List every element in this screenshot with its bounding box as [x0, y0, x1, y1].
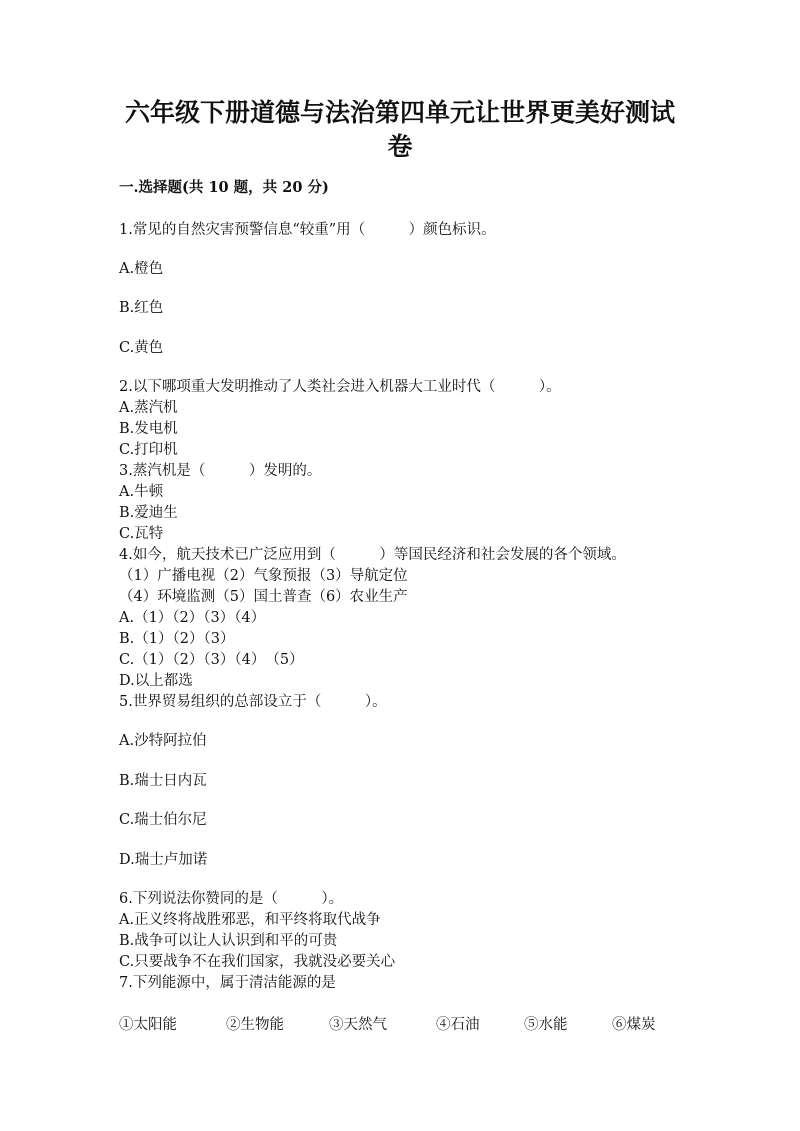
- question-5-option-b: B.瑞士日内瓦: [119, 773, 207, 789]
- question-1-option-b: B.红色: [119, 300, 164, 316]
- question-4-stem: 4.如今，航天技术已广泛应用到（ ）等国民经济和社会发展的各个领域。: [119, 547, 626, 563]
- question-6-option-c: C.只要战争不在我们国家，我就没必要关心: [119, 954, 396, 970]
- question-4-items-line-2: （4）环境监测（5）国土普查（6）农业生产: [119, 589, 408, 605]
- question-5-stem: 5.世界贸易组织的总部设立于（ ）。: [119, 694, 387, 710]
- title-line-2: 卷: [387, 132, 413, 161]
- question-7-option-4: ④石油: [436, 1017, 480, 1033]
- question-2-option-b: B.发电机: [119, 421, 178, 437]
- question-7-option-1: ①太阳能: [119, 1017, 177, 1033]
- question-5-option-a: A.沙特阿拉伯: [119, 733, 207, 749]
- question-7-option-6: ⑥煤炭: [612, 1017, 656, 1033]
- question-3-stem: 3.蒸汽机是（ ）发明的。: [119, 463, 322, 479]
- question-3-option-c: C.瓦特: [119, 526, 164, 542]
- page-title: [100, 96, 700, 164]
- question-6-option-b: B.战争可以让人认识到和平的可贵: [119, 933, 338, 949]
- question-1-option-c: C.黄色: [119, 340, 164, 356]
- section-heading: 一.选择题(共 10 题，共 20 分): [119, 179, 329, 196]
- question-7-option-3: ③天然气: [329, 1017, 387, 1033]
- title-line-1: 六年级下册道德与法治第四单元让世界更美好测试: [124, 98, 675, 127]
- question-5-option-c: C.瑞士伯尔尼: [119, 812, 207, 828]
- question-5-option-d: D.瑞士卢加诺: [119, 852, 208, 868]
- question-4-option-b: B.（1）（2）（3）: [119, 631, 235, 647]
- question-2-option-c: C.打印机: [119, 442, 178, 458]
- question-3-option-a: A.牛顿: [119, 484, 164, 500]
- question-4-option-c: C.（1）（2）（3）（4） （5）: [119, 652, 304, 668]
- question-3-option-b: B.爱迪生: [119, 505, 178, 521]
- question-2-option-a: A.蒸汽机: [119, 400, 178, 416]
- question-2-stem: 2.以下哪项重大发明推动了人类社会进入机器大工业时代（ ）。: [119, 379, 561, 395]
- question-4-option-d: D.以上都选: [119, 673, 193, 689]
- question-7-stem: 7.下列能源中，属于清洁能源的是: [119, 975, 336, 991]
- question-7-option-2: ②生物能: [226, 1017, 284, 1033]
- question-1-option-a: A.橙色: [119, 261, 164, 277]
- question-6-stem: 6.下列说法你赞同的是（ ）。: [119, 891, 344, 907]
- question-4-items-line-1: （1）广播电视（2）气象预报（3）导航定位: [119, 568, 408, 584]
- question-6-option-a: A.正义终将战胜邪恶，和平终将取代战争: [119, 912, 381, 928]
- question-1-stem: 1.常见的自然灾害预警信息“较重”用（ ）颜色标识。: [119, 222, 496, 238]
- question-4-option-a: A.（1）（2）（3）（4）: [119, 610, 266, 626]
- question-7-option-5: ⑤水能: [524, 1017, 568, 1033]
